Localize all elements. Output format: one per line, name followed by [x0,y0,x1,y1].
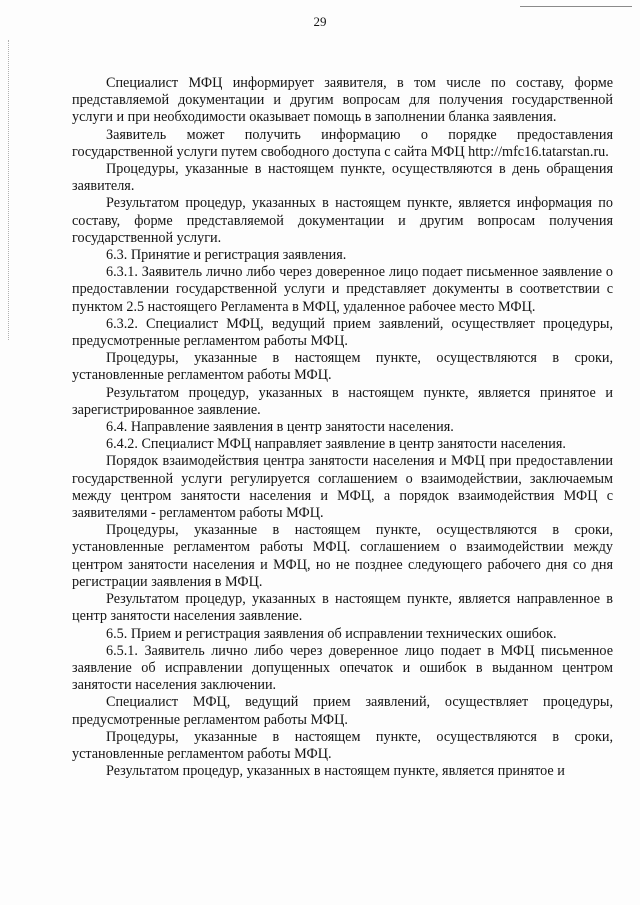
paragraph: Процедуры, указанные в настоящем пункте, осуществляются в день обращения заявителя. [72,161,613,195]
paragraph: 6.4.2. Специалист МФЦ направляет заявление в центр занятости населения. [106,436,566,453]
section-heading: 6.4. Направление заявления в центр занятости населения. [106,419,454,436]
paragraph: Специалист МФЦ информирует заявителя, в том числе по составу, форме представляемой документации и другим вопросам для получения государственной услуги и при необходимости оказывает помощь в заполнении бланка заявления. [72,75,613,126]
paragraph: Процедуры, указанные в настоящем пункте, осуществляются в сроки, установленные регламентом работы МФЦ. соглашением о взаимодействии между центром занятости населения и МФЦ, но не позднее следующего рабочего дня со дня регистрации заявления в МФЦ. [72,522,613,590]
paragraph: Процедуры, указанные в настоящем пункте, осуществляются в сроки, установленные регламентом работы МФЦ. [72,350,613,384]
margin-marks [8,40,10,340]
paragraph: 6.3.2. Специалист МФЦ, ведущий прием заявлений, осуществляет процедуры, предусмотренные регламентом работы МФЦ. [72,315,613,350]
paragraph: Заявитель может получить информацию о порядке предоставления государственной услуги путем свободного доступа с сайта МФЦ http://mfc16.tatarstan.ru. [72,126,613,160]
paragraph: 6.3.1. Заявитель лично либо через доверенное лицо подает письменное заявление о предоставлении государственной услуги и представляет документы в соответствии с пунктом 2.5 настоящего Регламента в МФЦ, удаленное рабочее место МФЦ. [72,264,613,315]
paragraph: Процедуры, указанные в настоящем пункте, осуществляются в сроки, установленные регламентом работы МФЦ. [72,728,613,762]
top-edge-rule [520,6,632,7]
document-body [72,75,613,780]
paragraph: Результатом процедур, указанных в настоящем пункте, является принятое и [106,763,565,780]
paragraph: Специалист МФЦ, ведущий прием заявлений, осуществляет процедуры, предусмотренные регламентом работы МФЦ. [72,694,613,728]
section-heading: 6.3. Принятие и регистрация заявления. [106,247,347,264]
paragraph: Порядок взаимодействия центра занятости населения и МФЦ при предоставлении государственной услуги регулируется соглашением о взаимодействии, заключаемым между центром занятости населения и МФЦ, а порядок взаимодействия МФЦ с заявителями - регламентом работы МФЦ. [72,453,613,522]
paragraph: Результатом процедур, указанных в настоящем пункте, является информация по составу, форме представляемой документации и другим вопросам получения государственной услуги. [72,195,613,246]
section-heading: 6.5. Прием и регистрация заявления об исправлении технических ошибок. [106,625,557,642]
page-number: 29 [313,14,327,29]
paragraph: 6.5.1. Заявитель лично либо через доверенное лицо подает в МФЦ письменное заявление об исправлении допущенных опечаток и ошибок в выданном центром занятости населения заключении. [72,642,613,694]
paragraph: Результатом процедур, указанных в настоящем пункте, является направленное в центр занятости населения заявление. [72,591,613,625]
paragraph: Результатом процедур, указанных в настоящем пункте, является принятое и зарегистрированное заявление. [72,384,613,418]
